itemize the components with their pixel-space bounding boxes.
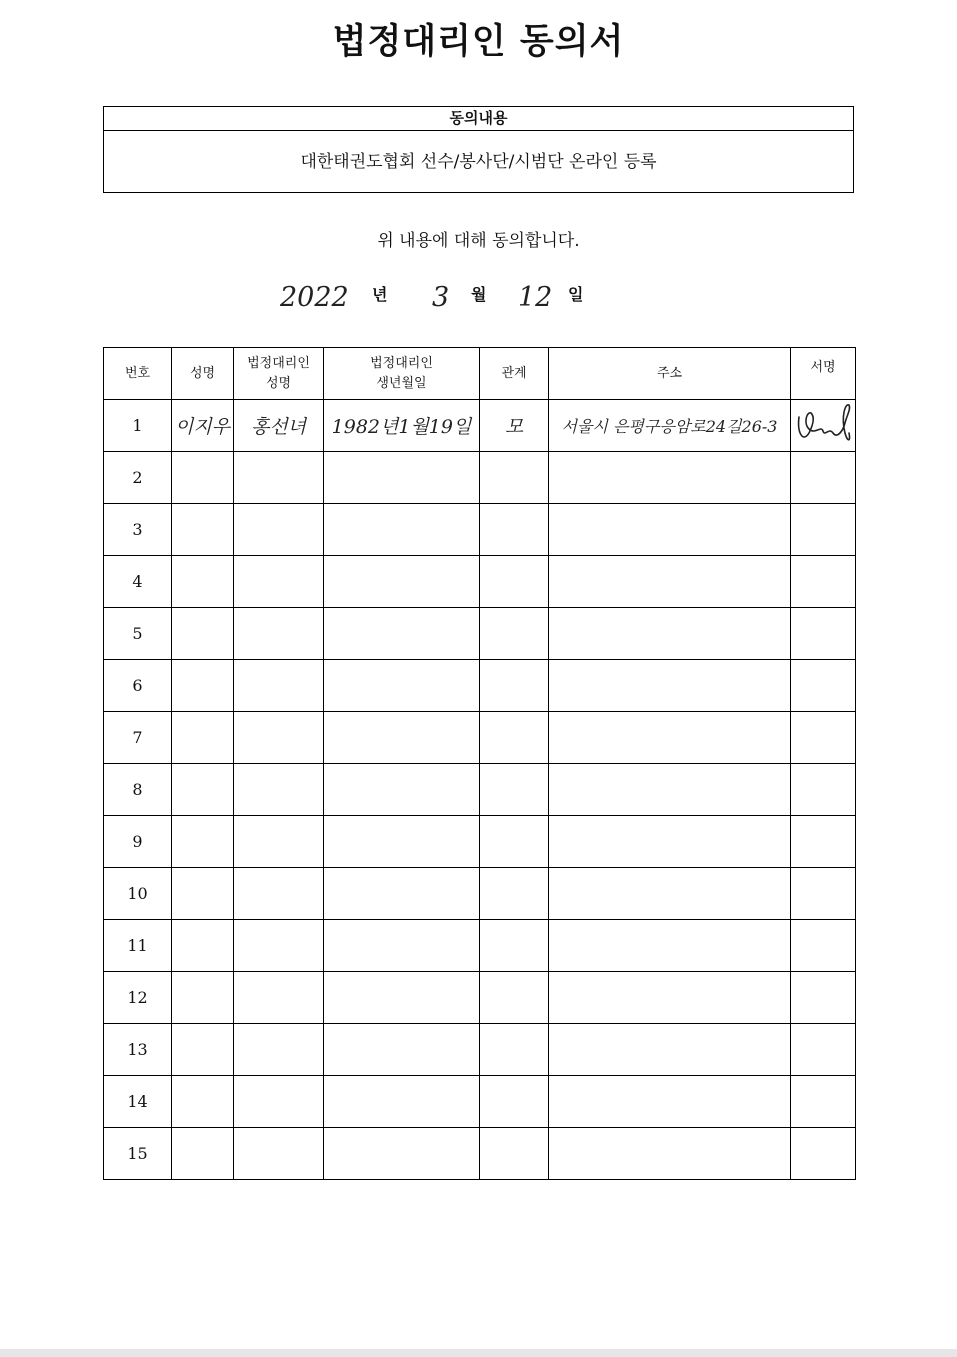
date-month-unit: 월 — [471, 285, 487, 304]
header-guardian-birth-line2: 생년월일 — [376, 375, 427, 391]
cell-signature — [791, 1128, 856, 1180]
cell-name — [172, 660, 234, 712]
table-row — [104, 660, 856, 712]
cell-relation-value: 모 — [504, 416, 524, 438]
cell-name — [172, 712, 234, 764]
cell-guardian-birth — [324, 556, 480, 608]
cell-address — [549, 660, 791, 712]
table-row — [104, 1076, 856, 1128]
cell-relation — [480, 1076, 549, 1128]
cell-relation — [480, 712, 549, 764]
cell-relation — [480, 868, 549, 920]
cell-address — [549, 920, 791, 972]
cell-relation — [480, 816, 549, 868]
cell-guardian-birth — [324, 400, 480, 452]
cell-number: 6 — [104, 660, 172, 712]
cell-relation — [480, 400, 549, 452]
cell-guardian-name — [234, 764, 324, 816]
bottom-scrollbar-track — [0, 1349, 957, 1357]
header-guardian-name — [234, 348, 324, 400]
cell-address — [549, 1076, 791, 1128]
table-row — [104, 400, 856, 452]
table-body — [104, 400, 856, 1180]
cell-relation — [480, 608, 549, 660]
cell-name — [172, 504, 234, 556]
cell-number: 10 — [104, 868, 172, 920]
cell-address — [549, 1128, 791, 1180]
cell-signature — [791, 608, 856, 660]
cell-relation — [480, 1024, 549, 1076]
table-header-row — [104, 348, 856, 400]
cell-guardian-birth — [324, 608, 480, 660]
cell-guardian-birth — [324, 868, 480, 920]
consent-content: 대한태권도협회 선수/봉사단/시범단 온라인 등록 — [300, 152, 657, 172]
table-row — [104, 816, 856, 868]
cell-address — [549, 504, 791, 556]
cell-guardian-birth — [324, 452, 480, 504]
cell-guardian-name — [234, 1076, 324, 1128]
cell-address — [549, 556, 791, 608]
cell-guardian-name — [234, 972, 324, 1024]
cell-guardian-birth — [324, 504, 480, 556]
cell-name — [172, 556, 234, 608]
cell-number: 4 — [104, 556, 172, 608]
cell-guardian-birth — [324, 972, 480, 1024]
cell-address — [549, 452, 791, 504]
cell-guardian-birth — [324, 920, 480, 972]
header-signature: 서명 — [791, 348, 856, 400]
cell-relation — [480, 660, 549, 712]
cell-number: 11 — [104, 920, 172, 972]
cell-guardian-name — [234, 920, 324, 972]
cell-number: 8 — [104, 764, 172, 816]
consent-heading: 동의내용 — [104, 107, 853, 131]
table-row — [104, 608, 856, 660]
cell-name — [172, 1128, 234, 1180]
table-row — [104, 1128, 856, 1180]
header-guardian-birth — [324, 348, 480, 400]
cell-name — [172, 816, 234, 868]
cell-guardian-name — [234, 452, 324, 504]
cell-number: 14 — [104, 1076, 172, 1128]
cell-guardian-name — [234, 712, 324, 764]
handwritten-signature — [793, 403, 853, 449]
cell-name — [172, 972, 234, 1024]
cell-signature — [791, 868, 856, 920]
cell-number: 9 — [104, 816, 172, 868]
signed-date — [0, 280, 957, 320]
cell-guardian-name — [234, 816, 324, 868]
consent-box — [103, 106, 854, 193]
cell-guardian-name — [234, 868, 324, 920]
header-guardian-name-line2: 성명 — [265, 375, 292, 391]
table-row — [104, 452, 856, 504]
agreement-statement: 위 내용에 대해 동의합니다. — [377, 231, 580, 251]
table-row — [104, 1024, 856, 1076]
cell-signature — [791, 972, 856, 1024]
header-name: 성명 — [172, 348, 234, 400]
cell-signature — [791, 452, 856, 504]
table-row — [104, 972, 856, 1024]
cell-guardian-name — [234, 1024, 324, 1076]
cell-signature — [791, 920, 856, 972]
cell-number: 15 — [104, 1128, 172, 1180]
cell-address — [549, 972, 791, 1024]
cell-number: 2 — [104, 452, 172, 504]
table-row — [104, 504, 856, 556]
cell-relation — [480, 920, 549, 972]
cell-signature — [791, 1076, 856, 1128]
cell-number: 3 — [104, 504, 172, 556]
header-address: 주소 — [549, 348, 791, 400]
cell-relation — [480, 504, 549, 556]
cell-number: 12 — [104, 972, 172, 1024]
cell-relation — [480, 452, 549, 504]
date-year-unit: 년 — [372, 285, 388, 304]
cell-guardian-birth-value: 1982년1월19일 — [331, 416, 472, 438]
cell-address — [549, 816, 791, 868]
table-row — [104, 556, 856, 608]
cell-address-value: 서울시 은평구응암로24길26-3 — [561, 417, 778, 436]
cell-signature — [791, 764, 856, 816]
cell-guardian-birth — [324, 1024, 480, 1076]
cell-number: 7 — [104, 712, 172, 764]
cell-guardian-birth — [324, 712, 480, 764]
table-row — [104, 712, 856, 764]
cell-signature — [791, 660, 856, 712]
cell-guardian-name-value: 홍선녀 — [250, 416, 307, 438]
cell-number: 13 — [104, 1024, 172, 1076]
cell-number: 5 — [104, 608, 172, 660]
cell-guardian-birth — [324, 660, 480, 712]
cell-guardian-birth — [324, 1076, 480, 1128]
cell-guardian-birth — [324, 816, 480, 868]
header-relation: 관계 — [480, 348, 549, 400]
cell-relation — [480, 1128, 549, 1180]
cell-signature — [791, 816, 856, 868]
cell-name-value: 이지우 — [174, 416, 231, 438]
cell-name — [172, 400, 234, 452]
cell-address — [549, 400, 791, 452]
header-number: 번호 — [104, 348, 172, 400]
cell-relation — [480, 972, 549, 1024]
guardian-table — [103, 347, 856, 1180]
date-day: 12 — [518, 282, 553, 313]
cell-signature — [791, 556, 856, 608]
cell-guardian-birth — [324, 1128, 480, 1180]
cell-signature — [791, 712, 856, 764]
cell-relation — [480, 556, 549, 608]
cell-guardian-name — [234, 608, 324, 660]
cell-relation — [480, 764, 549, 816]
header-guardian-name-line1: 법정대리인 — [247, 355, 310, 371]
cell-guardian-name — [234, 556, 324, 608]
cell-name — [172, 1076, 234, 1128]
table-row — [104, 920, 856, 972]
cell-guardian-name — [234, 1128, 324, 1180]
cell-address — [549, 1024, 791, 1076]
cell-guardian-name — [234, 400, 324, 452]
header-guardian-birth-line1: 법정대리인 — [370, 355, 433, 371]
cell-address — [549, 712, 791, 764]
cell-name — [172, 1024, 234, 1076]
cell-name — [172, 452, 234, 504]
cell-signature — [791, 400, 856, 452]
cell-number: 1 — [104, 400, 172, 452]
cell-signature — [791, 1024, 856, 1076]
cell-address — [549, 764, 791, 816]
cell-guardian-name — [234, 660, 324, 712]
date-year: 2022 — [280, 282, 349, 313]
date-day-unit: 일 — [568, 285, 584, 304]
cell-address — [549, 868, 791, 920]
table-row — [104, 868, 856, 920]
cell-address — [549, 608, 791, 660]
cell-guardian-birth — [324, 764, 480, 816]
cell-name — [172, 868, 234, 920]
date-month: 3 — [432, 282, 450, 313]
cell-guardian-name — [234, 504, 324, 556]
page-title: 법정대리인 동의서 — [332, 22, 625, 62]
cell-name — [172, 764, 234, 816]
cell-name — [172, 920, 234, 972]
table-row — [104, 764, 856, 816]
cell-signature — [791, 504, 856, 556]
cell-name — [172, 608, 234, 660]
